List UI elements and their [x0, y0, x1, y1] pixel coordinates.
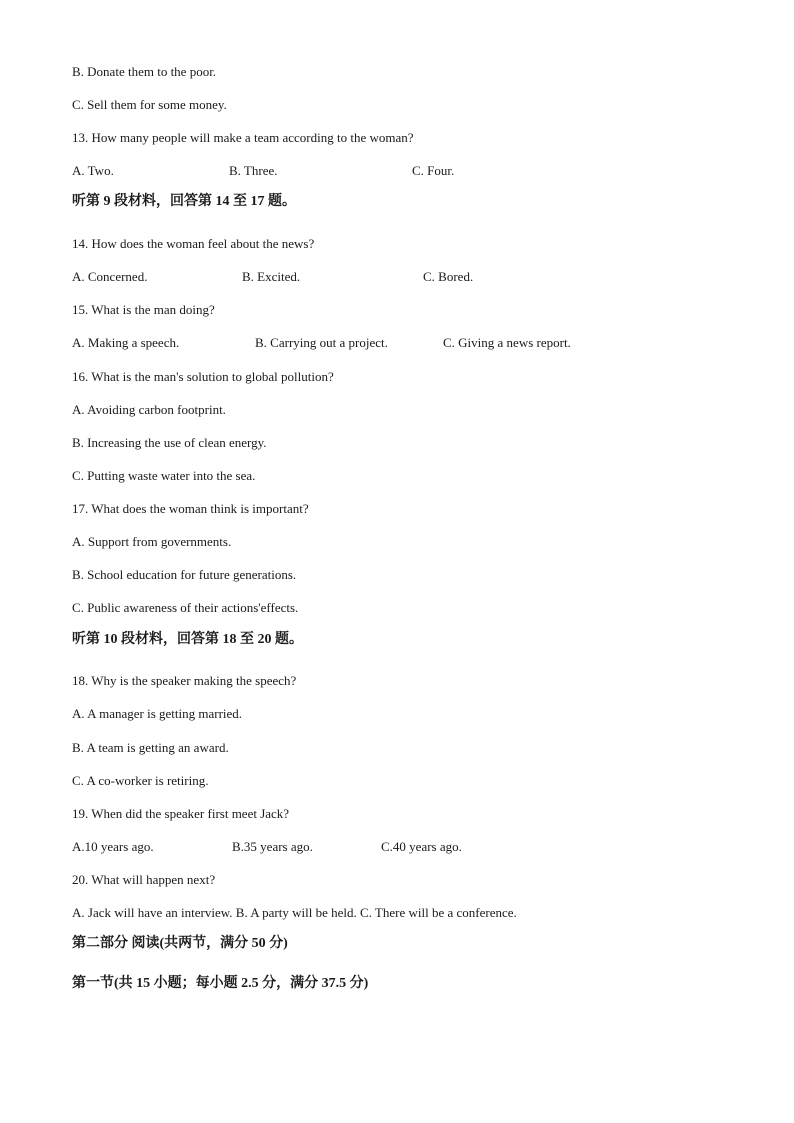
- q19-option-c: C.40 years ago.: [381, 839, 462, 854]
- section-10-heading: 听第 10 段材料，回答第 18 至 20 题。: [72, 632, 303, 647]
- q13-options: [0, 163, 794, 179]
- q16-option-a: A. Avoiding carbon footprint.: [72, 402, 226, 417]
- q17-option-b: B. School education for future generations.: [72, 567, 297, 582]
- q17-option-a: A. Support from governments.: [72, 534, 232, 549]
- q14-option-b: B. Excited.: [242, 269, 301, 284]
- q15-option-c: C. Giving a news report.: [443, 335, 571, 350]
- q13-question: 13. How many people will make a team according to the woman?: [72, 130, 414, 145]
- q18-option-a: A. A manager is getting married.: [72, 706, 243, 721]
- q18-option-c: C. A co-worker is retiring.: [72, 773, 209, 788]
- q12-option-c: C. Sell them for some money.: [72, 97, 227, 112]
- q14-options: [0, 269, 794, 285]
- q19-options: [0, 839, 794, 855]
- q12-option-b: B. Donate them to the poor.: [72, 64, 217, 79]
- q19-question: 19. When did the speaker first meet Jack?: [72, 806, 290, 821]
- q13-option-c: C. Four.: [412, 163, 455, 178]
- q14-question: 14. How does the woman feel about the news?: [72, 236, 315, 251]
- q17-question: 17. What does the woman think is important?: [72, 501, 309, 516]
- q16-question: 16. What is the man's solution to global pollution?: [72, 369, 334, 384]
- q15-option-b: B. Carrying out a project.: [255, 335, 388, 350]
- q19-option-a: A.10 years ago.: [72, 839, 154, 854]
- q18-option-b: B. A team is getting an award.: [72, 740, 229, 755]
- q13-option-b: B. Three.: [229, 163, 278, 178]
- q13-option-a: A. Two.: [72, 163, 114, 178]
- q15-option-a: A. Making a speech.: [72, 335, 180, 350]
- q14-option-c: C. Bored.: [423, 269, 474, 284]
- q19-option-b: B.35 years ago.: [232, 839, 313, 854]
- q17-option-c: C. Public awareness of their actions'effects.: [72, 600, 299, 615]
- part-2-heading: 第二部分 阅读(共两节，满分 50 分): [72, 936, 288, 951]
- q18-question: 18. Why is the speaker making the speech?: [72, 673, 297, 688]
- part-2-section-1-heading: 第一节(共 15 小题；每小题 2.5 分，满分 37.5 分): [72, 976, 369, 991]
- q14-option-a: A. Concerned.: [72, 269, 148, 284]
- q20-question: 20. What will happen next?: [72, 872, 216, 887]
- q20-options: A. Jack will have an interview. B. A party will be held. C. There will be a conference.: [72, 905, 517, 920]
- section-9-heading: 听第 9 段材料，回答第 14 至 17 题。: [72, 194, 296, 209]
- q15-question: 15. What is the man doing?: [72, 302, 215, 317]
- q16-option-c: C. Putting waste water into the sea.: [72, 468, 256, 483]
- q16-option-b: B. Increasing the use of clean energy.: [72, 435, 267, 450]
- q15-options: [0, 335, 794, 351]
